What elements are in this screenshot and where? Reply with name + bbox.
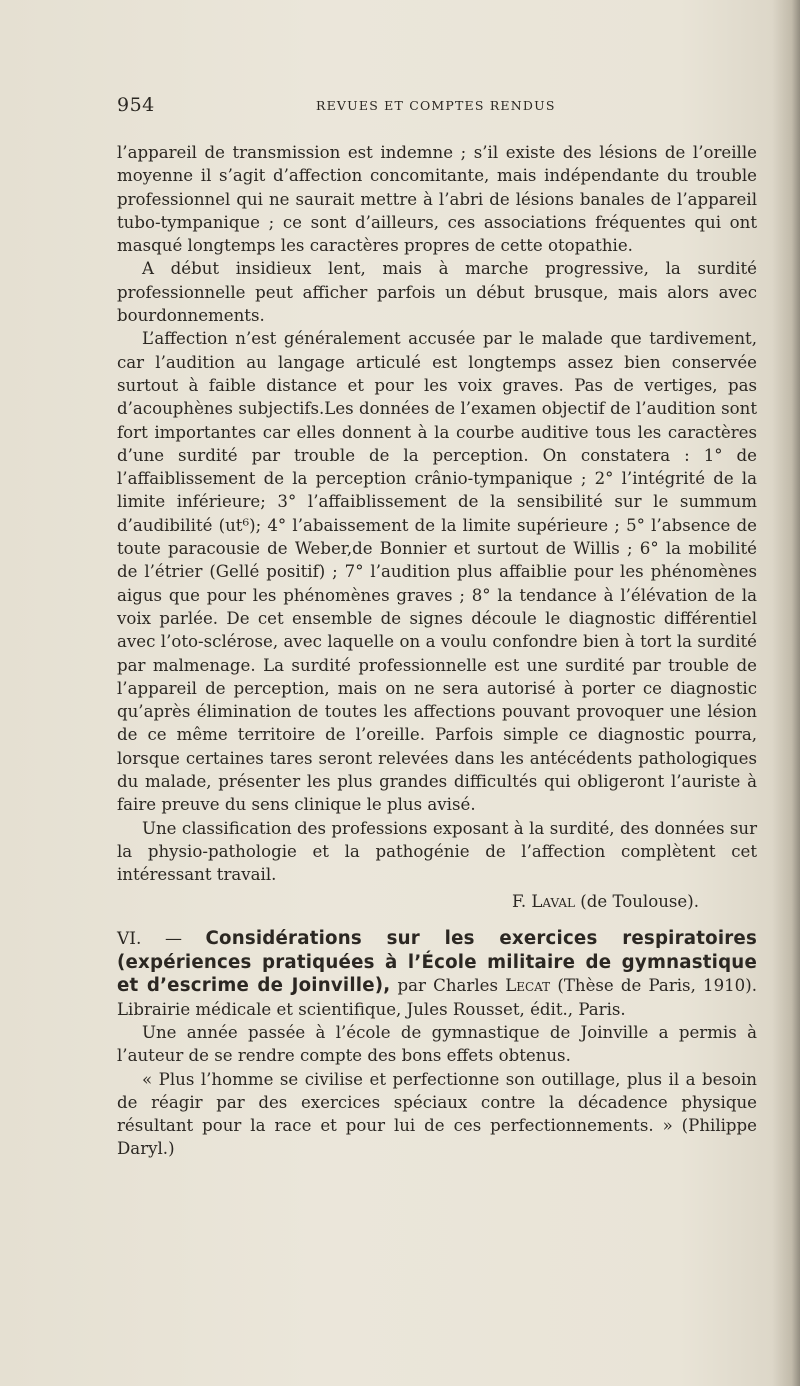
body-text (117, 141, 757, 1161)
running-head: REVUES ET COMPTES RENDUS (316, 98, 556, 113)
page-header (117, 94, 755, 118)
author-prefix: par Charles (397, 976, 499, 996)
review-1-paragraph: L’affection n’est généralement accusée par le malade que tardivement, car l’audition au langage articulé est longtemps assez bien conservée surtout à faible distance et pour les voix graves. Pas de vertiges, pas d’acouphènes subjectifs.Les données de l’examen objectif de l’audition sont fort importantes car elles donnent à la courbe auditive tous les caractères d’une surdité par trouble de la perception. On constatera : 1° de l’affaiblissement de la perception crânio-tympanique ; 2° l’intégrité de la limite inférieure; 3° l’affaiblissement de la sensibilité sur le summum d’audibilité (ut⁶); 4° l’abaissement de la limite supérieure ; 5° l’absence de toute paracousie de Weber,de Bonnier et surtout de Willis ; 6° la mobilité de l’étrier (Gellé positif) ; 7° l’audition plus affaiblie pour les phénomènes aigus que pour les phénomènes graves ; 8° la tendance à l’élévation de la voix parlée. De cet ensemble de signes découle le diagnostic différentiel avec l’oto-sclérose, avec laquelle on a voulu confondre bien à tort la surdité par malmenage. La surdité professionnelle est une surdité par trouble de l’appareil de perception, mais on ne sera autorisé à porter ce diagnostic qu’après élimination de toutes les affections pouvant provoquer une lésion de ce même territoire de l’oreille. Parfois simple ce diagnostic pourra, lorsque certaines tares seront relevées dans les antécédents pathologiques du malade, présenter les plus grandes difficultés qui obligeront l’auriste à faire preuve du sens clinique le plus avisé. (117, 329, 757, 815)
page-edge-shadow (772, 0, 800, 1386)
page-number: 954 (117, 94, 155, 116)
author-name: Lecat (505, 976, 551, 996)
review-2-heading (117, 927, 757, 1021)
review-1-paragraph: l’appareil de transmission est indemne ; s’il existe des lésions de l’oreille moyenne il s’agit d’affection concomitante, mais indépendante du trouble professionnel qui ne saurait mettre à l’abri de lésions banales de l’appareil tubo-tympanique ; ce sont d’ailleurs, ces associations fréquentes qui ont masqué longtemps les caractères propres de cette otopathie. (117, 143, 757, 256)
review-2-title: Considérations sur les exercices respiratoires (expériences pratiquées à l’École militaire de gymnastique et d’escrime de Joinville), (117, 927, 757, 997)
signature-place: (de Toulouse). (580, 891, 699, 911)
review-1-paragraph: Une classification des professions exposant à la surdité, des données sur la physio-pathologie et la pathogénie de l’affection complètent cet intéressant travail. (117, 818, 757, 885)
citation: (Thèse de Paris, 1910). Librairie médicale et scientifique, Jules Rousset, édit., Paris. (117, 976, 757, 1019)
section-number: VI. — (117, 928, 182, 949)
review-1-signature (117, 890, 699, 913)
review-2-paragraph: Une année passée à l’école de gymnastique de Joinville a permis à l’auteur de se rendre compte des bons effets obtenus. (117, 1022, 757, 1066)
signature-name: F. Laval (511, 891, 575, 911)
review-1-paragraph: A début insidieux lent, mais à marche progressive, la surdité professionnelle peut afficher parfois un début brusque, mais alors avec bourdonnements. (117, 259, 757, 326)
review-2-paragraph: « Plus l’homme se civilise et perfectionne son outillage, plus il a besoin de réagir par des exercices spéciaux contre la décadence physique résultant pour la race et pour lui de ces perfectionnements. » (Philippe Daryl.) (117, 1069, 757, 1159)
